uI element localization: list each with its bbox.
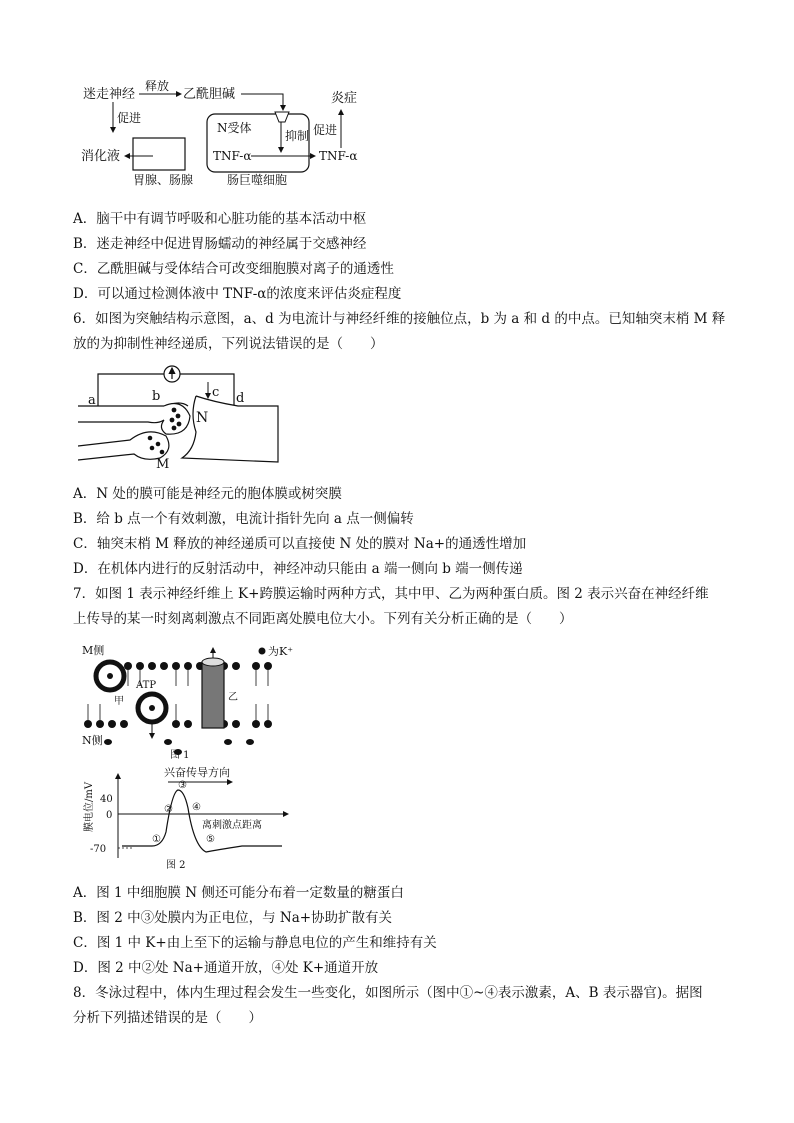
digestive-juice-label: 消化液 — [81, 149, 121, 164]
q8-stem-line1: 8．冬泳过程中，体内生理过程会发生一些变化，如图所示（图中①~④表示激素，A、B 表示器官)。据图 — [73, 985, 703, 1001]
yi-label: 乙 — [228, 692, 238, 703]
point-5-label: ⑤ — [206, 834, 215, 845]
q6-option-c: C．轴突末梢 M 释放的神经递质可以直接使 N 处的膜对 Na+的通透性增加 — [73, 536, 527, 552]
point-4-label: ④ — [192, 802, 201, 813]
synapse-diagram — [78, 362, 288, 470]
direction-label: 兴奋传导方向 — [164, 766, 230, 779]
axon-terminal-m — [78, 432, 169, 460]
postsynaptic-neuron — [182, 396, 278, 462]
phospholipid-upper-row — [124, 662, 272, 670]
q6-option-b: B．给 b 点一个有效刺激，电流计指针先向 a 点一侧偏转 — [73, 511, 414, 527]
release-label: 释放 — [145, 80, 170, 93]
promote-label-2: 促进 — [313, 123, 338, 137]
q7-option-c: C．图 1 中 K+由上至下的运输与静息电位的产生和维持有关 — [73, 935, 437, 951]
point-c-label: c — [212, 385, 220, 400]
q5-option-a: A．脑干中有调节呼吸和心脏功能的基本活动中枢 — [73, 211, 367, 227]
q7-option-b: B．图 2 中③处膜内为正电位，与 Na+协助扩散有关 — [73, 910, 393, 926]
tnf-outer-label: TNF-α — [319, 149, 358, 163]
vagus-tnf-diagram — [75, 80, 375, 190]
n-receptor-label: N受体 — [217, 121, 252, 135]
inflammation-label: 炎症 — [331, 91, 358, 106]
promote-label-1: 促进 — [117, 111, 142, 125]
macrophage-label: 肠巨噬细胞 — [227, 173, 288, 187]
y-tick-neg70: -70 — [90, 844, 107, 855]
point-3-label: ③ — [178, 780, 187, 791]
jia-label: 甲 — [114, 696, 124, 707]
q7-option-d: D．图 2 中②处 Na+通道开放，④处 K+通道开放 — [73, 960, 379, 976]
q8-stem-line2: 分析下列描述错误的是（ ） — [73, 1010, 262, 1026]
n-side-label: N侧 — [82, 734, 103, 747]
atp-label: ATP — [136, 680, 157, 691]
q5-option-c: C．乙酰胆碱与受体结合可改变细胞膜对离子的通透性 — [73, 261, 394, 277]
phospholipid-lower-row — [84, 720, 272, 728]
q7-stem-line1: 7．如图 1 表示神经纤维上 K+跨膜运输时两种方式，其中甲、乙为两种蛋白质。图 2 表示兴奋在神经纤维 — [73, 586, 709, 602]
terminal-m-label: M — [156, 457, 170, 470]
k-ion-legend-label: 为K⁺ — [268, 645, 294, 658]
protein-yi-channel — [202, 662, 224, 728]
point-d-label: d — [236, 391, 245, 406]
ach-label: 乙酰胆碱 — [183, 87, 236, 102]
y-tick-40: 40 — [100, 794, 113, 805]
neuron-n-label: N — [196, 410, 209, 426]
action-potential-chart — [82, 762, 310, 870]
q6-option-a: A．N 处的膜可能是神经元的胞体膜或树突膜 — [73, 486, 342, 502]
tnf-inner-label: TNF-α — [213, 149, 252, 163]
q7-stem-line2: 上传导的某一时刻离刺激点不同距离处膜电位大小。下列有关分析正确的是（ ） — [73, 611, 573, 627]
gland-box — [133, 138, 185, 170]
q7-option-a: A．图 1 中细胞膜 N 侧还可能分布着一定数量的糖蛋白 — [73, 885, 404, 901]
q5-option-d: D．可以通过检测体液中 TNF-α的浓度来评估炎症程度 — [73, 286, 402, 302]
point-1-label: ① — [152, 834, 161, 845]
y-tick-0: 0 — [106, 810, 113, 821]
glands-label: 胃腺、肠腺 — [133, 173, 194, 187]
k-ion-legend-icon — [259, 648, 266, 655]
x-axis-label: 离刺激点距离 — [202, 820, 262, 831]
m-side-label: M侧 — [82, 644, 105, 657]
vagus-label: 迷走神经 — [83, 87, 136, 102]
point-2-label: ② — [164, 804, 173, 815]
inhibit-label: 抑制 — [285, 129, 310, 143]
q5-option-b: B．迷走神经中促进胃肠蠕动的神经属于交感神经 — [73, 236, 367, 252]
point-a-label: a — [88, 393, 96, 408]
q6-stem-line1: 6．如图为突触结构示意图，a、d 为电流计与神经纤维的接触位点，b 为 a 和 d 的中点。已知轴突末梢 M 释 — [73, 311, 726, 327]
membrane-diagram — [78, 642, 310, 760]
q6-option-d: D．在机体内进行的反射活动中，神经冲动只能由 a 端一侧向 b 端一侧传递 — [73, 561, 523, 577]
fig2-caption: 图 2 — [166, 860, 186, 870]
fig1-caption: 图 1 — [170, 750, 190, 760]
y-axis-label: 膜电位/mV — [84, 781, 95, 832]
q6-stem-line2: 放的为抑制性神经递质，下列说法错误的是（ ） — [73, 336, 384, 352]
point-b-label: b — [152, 389, 161, 404]
receptor-shape — [275, 112, 289, 122]
